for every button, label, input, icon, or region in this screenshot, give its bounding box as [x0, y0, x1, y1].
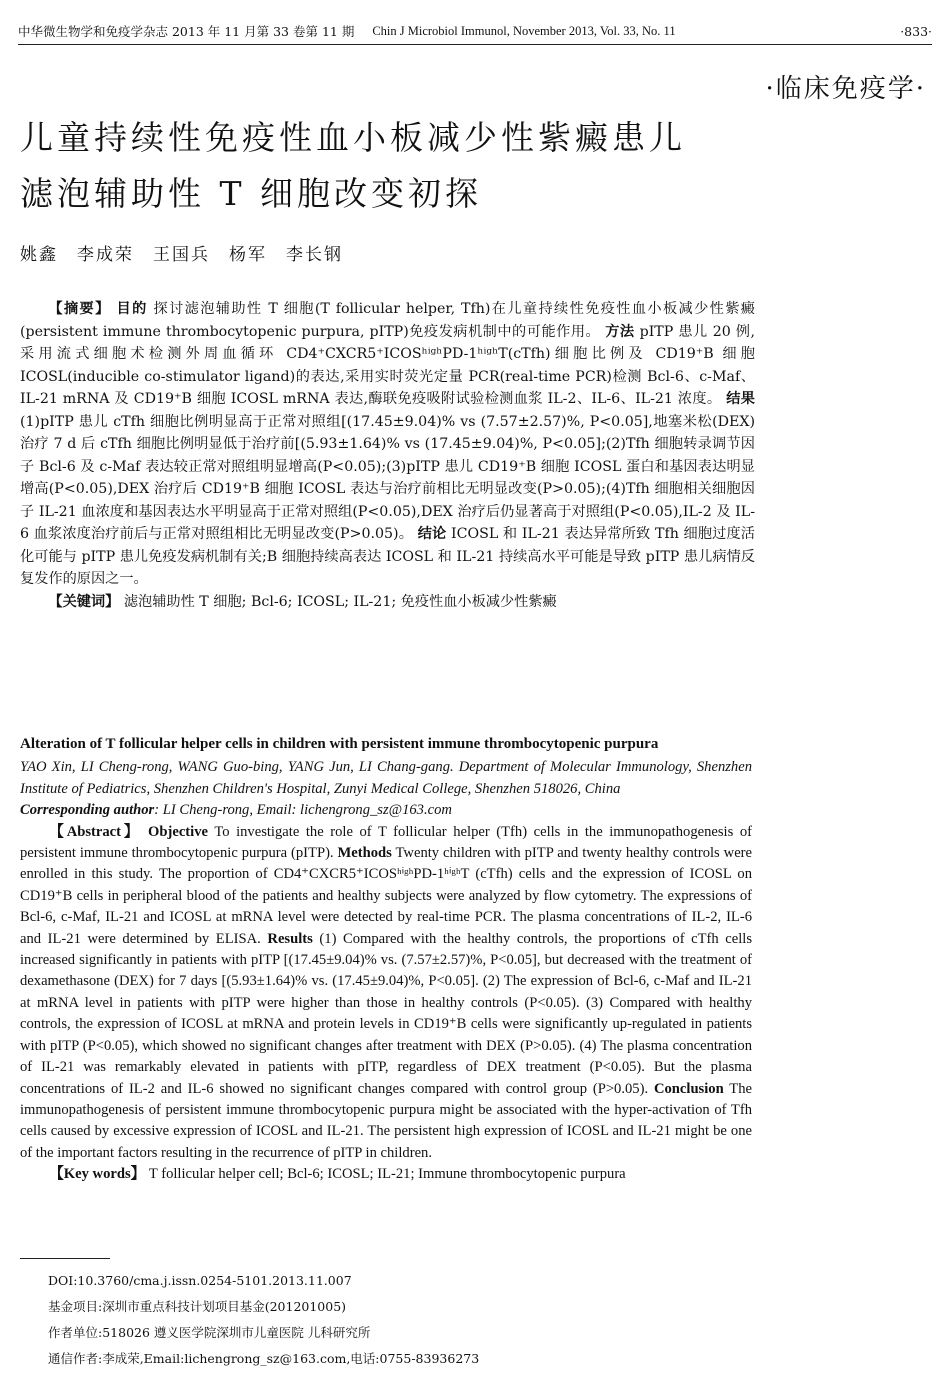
- conclusion-en-label: Conclusion: [653, 1080, 724, 1097]
- abstract-en-body: [20, 822, 752, 1165]
- journal-cn: 中华微生物学和免疫学杂志 2013 年 11 月第 33 卷第 11 期: [18, 24, 355, 39]
- keywords-en-line: [20, 1164, 752, 1185]
- keywords-cn-line: [20, 591, 755, 614]
- conclusion-cn-label: 结论: [417, 526, 447, 542]
- section-label: ·临床免疫学·: [765, 74, 926, 104]
- methods-cn: pITP 患儿 20 例,采用流式细胞术检测外周血循环 CD4⁺CXCR5⁺ICOSʰⁱᵍʰPD-1ʰⁱᵍʰT(cTfh)细胞比例及 CD19⁺B 细胞 ICOSL(inducible co-stimulator ligand)的表达,采用实时荧光定量 PCR(real-time PCR)检测 Bcl-6、c-Maf、IL-21 mRNA 及 CD19⁺B 细胞 ICOSL mRNA 表达,酶联免疫吸附试验检测血浆 IL-2、IL-6、IL-21 浓度。: [20, 323, 755, 407]
- abstract-cn-label: 【摘要】: [48, 301, 111, 317]
- methods-cn-label: 方法: [605, 323, 635, 340]
- corresponding-line: [20, 800, 752, 821]
- keywords-en-label: 【Key words】: [49, 1166, 146, 1183]
- footnotes: [48, 1268, 479, 1372]
- title-line-2: 滤泡辅助性 T 细胞改变初探: [20, 174, 482, 213]
- results-cn: (1)pITP 患儿 cTfh 细胞比例明显高于正常对照组[(17.45±9.04)% vs (7.57±2.57)%, P<0.05],地塞米松(DEX)治疗 7 d 后 cTfh 细胞比例明显低于治疗前[(5.93±1.64)% vs (17.45±9.04)%, P<0.05];(2)Tfh 细胞转录调节因子 Bcl-6 及 c-Maf 表达较正常对照组明显增高(P<0.05);(3)pITP 患儿 CD19⁺B 细胞 ICOSL 蛋白和基因表达明显增高(P<0.05),DEX 治疗后 CD19⁺B 细胞 ICOSL 表达与治疗前相比无明显改变(P>0.05);(4)Tfh 细胞相关细胞因子 IL-21 血浓度和基因表达水平明显高于正常对照组(P<0.05),DEX 治疗后仍显著高于对照组(P<0.05),IL-2 及 IL-6 血浆浓度治疗前后与正常对照组相比无明显改变(P>0.05)。: [20, 413, 755, 542]
- journal-en: Chin J Microbiol Immunol, November 2013, Vol. 33, No. 11: [372, 23, 676, 38]
- footnote-correspondence: 通信作者:李成荣,Email:lichengrong_sz@163.com,电话:0755-83936273: [48, 1351, 480, 1366]
- footnote-affiliation: 作者单位:518026 遵义医学院深圳市儿童医院 儿科研究所: [48, 1325, 371, 1340]
- corresponding-label: Corresponding author: [20, 802, 155, 819]
- objective-en-label: Objective: [148, 823, 208, 840]
- results-en-label: Results: [267, 930, 313, 947]
- keywords-cn-label: 【关键词】: [48, 593, 120, 610]
- methods-en-label: Methods: [337, 845, 392, 862]
- footnote-divider: [20, 1258, 110, 1259]
- abstract-cn: [20, 298, 755, 613]
- page-number: ·833·: [900, 23, 932, 39]
- article-title: [20, 110, 920, 222]
- objective-cn-label: 目的: [116, 301, 148, 317]
- results-cn-label: 结果: [726, 391, 755, 407]
- abstract-en-label: 【Abstract】: [49, 823, 142, 840]
- methods-en: Twenty children with pITP and twenty healthy controls were enrolled in this study. The proportion of CD4⁺CXCR5⁺ICOSʰⁱᵍʰPD-1ʰⁱᵍʰT (cTfh) cells and the expression of ICOSL on CD19⁺B cells in peripheral blood of the patients and healthy subjects were analyzed by flow cytometry. The expressions of Bcl-6, c-Maf, IL-21 and ICOSL at mRNA level were detected by real-time PCR. The plasma concentrations of IL-2, IL-6 and IL-21 were determined by ELISA.: [20, 845, 753, 947]
- keywords-en: T follicular helper cell; Bcl-6; ICOSL; IL-21; Immune thrombocytopenic purpura: [148, 1166, 626, 1183]
- footnote-doi: DOI:10.3760/cma.j.issn.0254-5101.2013.11.007: [48, 1273, 352, 1288]
- footnote-funding: 基金项目:深圳市重点科技计划项目基金(201201005): [48, 1299, 347, 1314]
- conclusion-en: The immunopathogenesis of persistent immune thrombocytopenic purpura might be associated with the hyper-activation of Tfh cells caused by excessive expression of ICOSL and IL-21. The persistent high expression of ICOSL and IL-21 might be one of the important factors resulting in the recurrence of pITP in children.: [20, 1080, 752, 1161]
- title-line-1: 儿童持续性免疫性血小板减少性紫癜患儿: [20, 118, 686, 157]
- conclusion-cn: ICOSL 和 IL-21 表达异常所致 Tfh 细胞过度活化可能与 pITP 患儿免疫发病机制有关;B 细胞持续高表达 ICOSL 和 IL-21 持续高水平可能是导致 pITP 患儿病情反复发作的原因之一。: [20, 526, 755, 587]
- author-list: 姚鑫 李成荣 王国兵 杨军 李长钢: [20, 245, 343, 265]
- abstract-cn-body: [20, 298, 755, 591]
- objective-en: To investigate the role of T follicular helper (Tfh) cells in the immunopathogenesis of persistent immune thrombocytopenic purpura (pITP).: [20, 823, 752, 862]
- running-header: [18, 18, 932, 45]
- results-en: (1) Compared with the healthy controls, the proportions of cTfh cells increased significantly in patients with pITP [(17.45±9.04)% vs. (7.57±2.57)%, P<0.05], but decreased with the treatment of dexamethasone (DEX) for 7 days [(5.93±1.64)% vs. (17.45±9.04)%, P<0.05]. (2) The expression of Bcl-6, c-Maf and IL-21 at mRNA level in patients with pITP were higher than those in healthy controls (P<0.05). (3) Compared with healthy controls, the expression of ICOSL at mRNA and protein levels in CD19⁺B cells were significantly up-regulated in patients with pITP (P<0.05), which showed no significant changes after treatment with DEX (P>0.05). (4) The plasma concentration of IL-21 was remarkably elevated in patients with pITP, regardless of DEX treatment (P<0.05). But the plasma concentrations of IL-2 and IL-6 showed no significant changes compared with control group (P>0.05).: [20, 930, 753, 1097]
- english-affiliation: YAO Xin, LI Cheng-rong, WANG Guo-bing, YANG Jun, LI Chang-gang. Department of Molecular Immunology, Shenzhen Institute of Pediatrics, Shenzhen Children's Hospital, Zunyi Medical College, Shenzhen 518026, China: [20, 759, 752, 797]
- objective-cn: 探讨滤泡辅助性 T 细胞(T follicular helper, Tfh)在儿童持续性免疫性血小板减少性紫癜(persistent immune thrombocytopenic purpura, pITP)免疫发病机制中的可能作用。: [20, 301, 755, 340]
- corresponding-text: : LI Cheng-rong, Email: lichengrong_sz@163.com: [154, 802, 452, 819]
- abstract-en: [20, 734, 752, 1186]
- english-title: Alteration of T follicular helper cells in children with persistent immune thrombocytopenic purpura: [20, 736, 659, 752]
- keywords-cn: 滤泡辅助性 T 细胞; Bcl-6; ICOSL; IL-21; 免疫性血小板减少性紫癜: [123, 593, 557, 610]
